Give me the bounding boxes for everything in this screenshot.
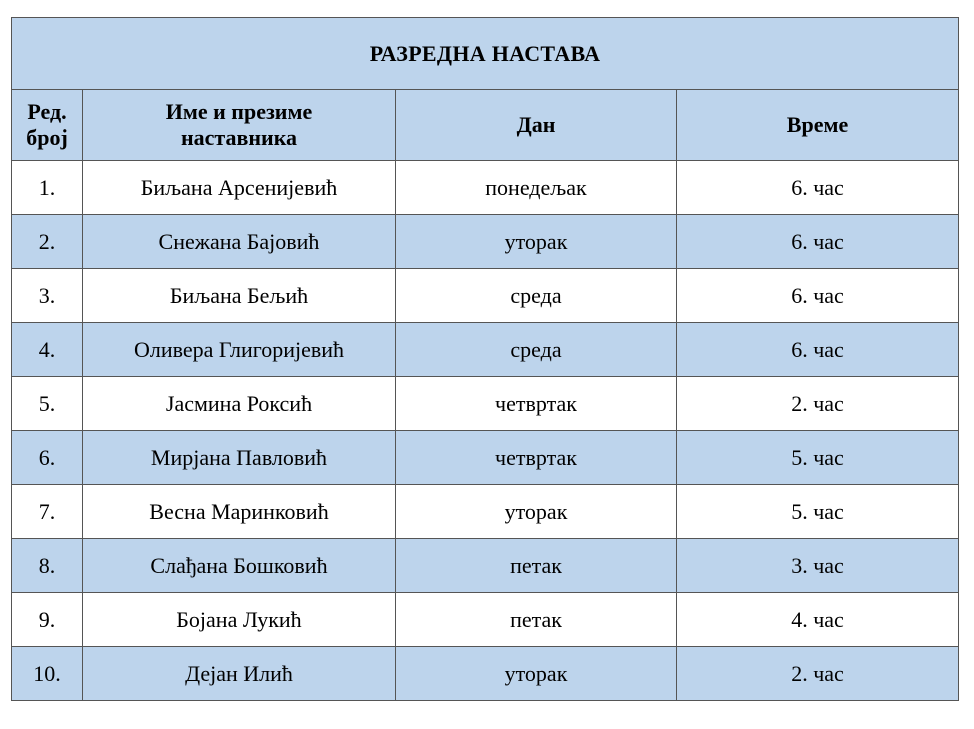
cell-teacher-name: Бојана Лукић — [83, 593, 396, 647]
cell-day: среда — [396, 323, 677, 377]
header-time: Време — [677, 90, 959, 161]
cell-teacher-name: Весна Маринковић — [83, 485, 396, 539]
table-row — [12, 485, 959, 539]
cell-number: 3. — [12, 269, 83, 323]
cell-time: 6. час — [677, 269, 959, 323]
cell-teacher-name: Оливера Глигоријевић — [83, 323, 396, 377]
cell-time: 2. час — [677, 647, 959, 701]
cell-number: 5. — [12, 377, 83, 431]
table-row — [12, 161, 959, 215]
table-row — [12, 269, 959, 323]
cell-teacher-name: Мирјана Павловић — [83, 431, 396, 485]
table-body — [12, 161, 959, 701]
table-title: РАЗРЕДНА НАСТАВА — [12, 18, 959, 90]
cell-number: 6. — [12, 431, 83, 485]
header-row — [12, 90, 959, 161]
cell-time: 6. час — [677, 323, 959, 377]
header-name — [83, 90, 396, 161]
table-row — [12, 323, 959, 377]
header-name-line2: наставника — [180, 125, 298, 150]
cell-time: 2. час — [677, 377, 959, 431]
table-row — [12, 431, 959, 485]
cell-time: 3. час — [677, 539, 959, 593]
cell-number: 10. — [12, 647, 83, 701]
cell-teacher-name: Биљана Бељић — [83, 269, 396, 323]
cell-teacher-name: Снежана Бајовић — [83, 215, 396, 269]
title-row — [12, 18, 959, 90]
cell-number: 2. — [12, 215, 83, 269]
cell-number: 8. — [12, 539, 83, 593]
cell-day: уторак — [396, 647, 677, 701]
cell-teacher-name: Дејан Илић — [83, 647, 396, 701]
table-row — [12, 215, 959, 269]
cell-day: четвртак — [396, 377, 677, 431]
header-name-line1: Име и презиме — [165, 99, 313, 124]
cell-time: 5. час — [677, 485, 959, 539]
table-row — [12, 377, 959, 431]
cell-day: уторак — [396, 215, 677, 269]
header-day: Дан — [396, 90, 677, 161]
cell-day: петак — [396, 539, 677, 593]
cell-day: среда — [396, 269, 677, 323]
header-number-line2: број — [26, 125, 68, 150]
cell-number: 1. — [12, 161, 83, 215]
cell-day: четвртак — [396, 431, 677, 485]
header-number — [12, 90, 83, 161]
table-row — [12, 647, 959, 701]
cell-day: петак — [396, 593, 677, 647]
cell-time: 5. час — [677, 431, 959, 485]
cell-number: 7. — [12, 485, 83, 539]
schedule-table — [11, 17, 959, 701]
cell-teacher-name: Биљана Арсенијевић — [83, 161, 396, 215]
cell-teacher-name: Слађана Бошковић — [83, 539, 396, 593]
table-row — [12, 539, 959, 593]
cell-day: уторак — [396, 485, 677, 539]
header-number-line1: Ред. — [27, 99, 67, 124]
cell-time: 6. час — [677, 215, 959, 269]
cell-time: 6. час — [677, 161, 959, 215]
cell-teacher-name: Јасмина Роксић — [83, 377, 396, 431]
cell-number: 4. — [12, 323, 83, 377]
cell-time: 4. час — [677, 593, 959, 647]
cell-day: понедељак — [396, 161, 677, 215]
table-row — [12, 593, 959, 647]
cell-number: 9. — [12, 593, 83, 647]
